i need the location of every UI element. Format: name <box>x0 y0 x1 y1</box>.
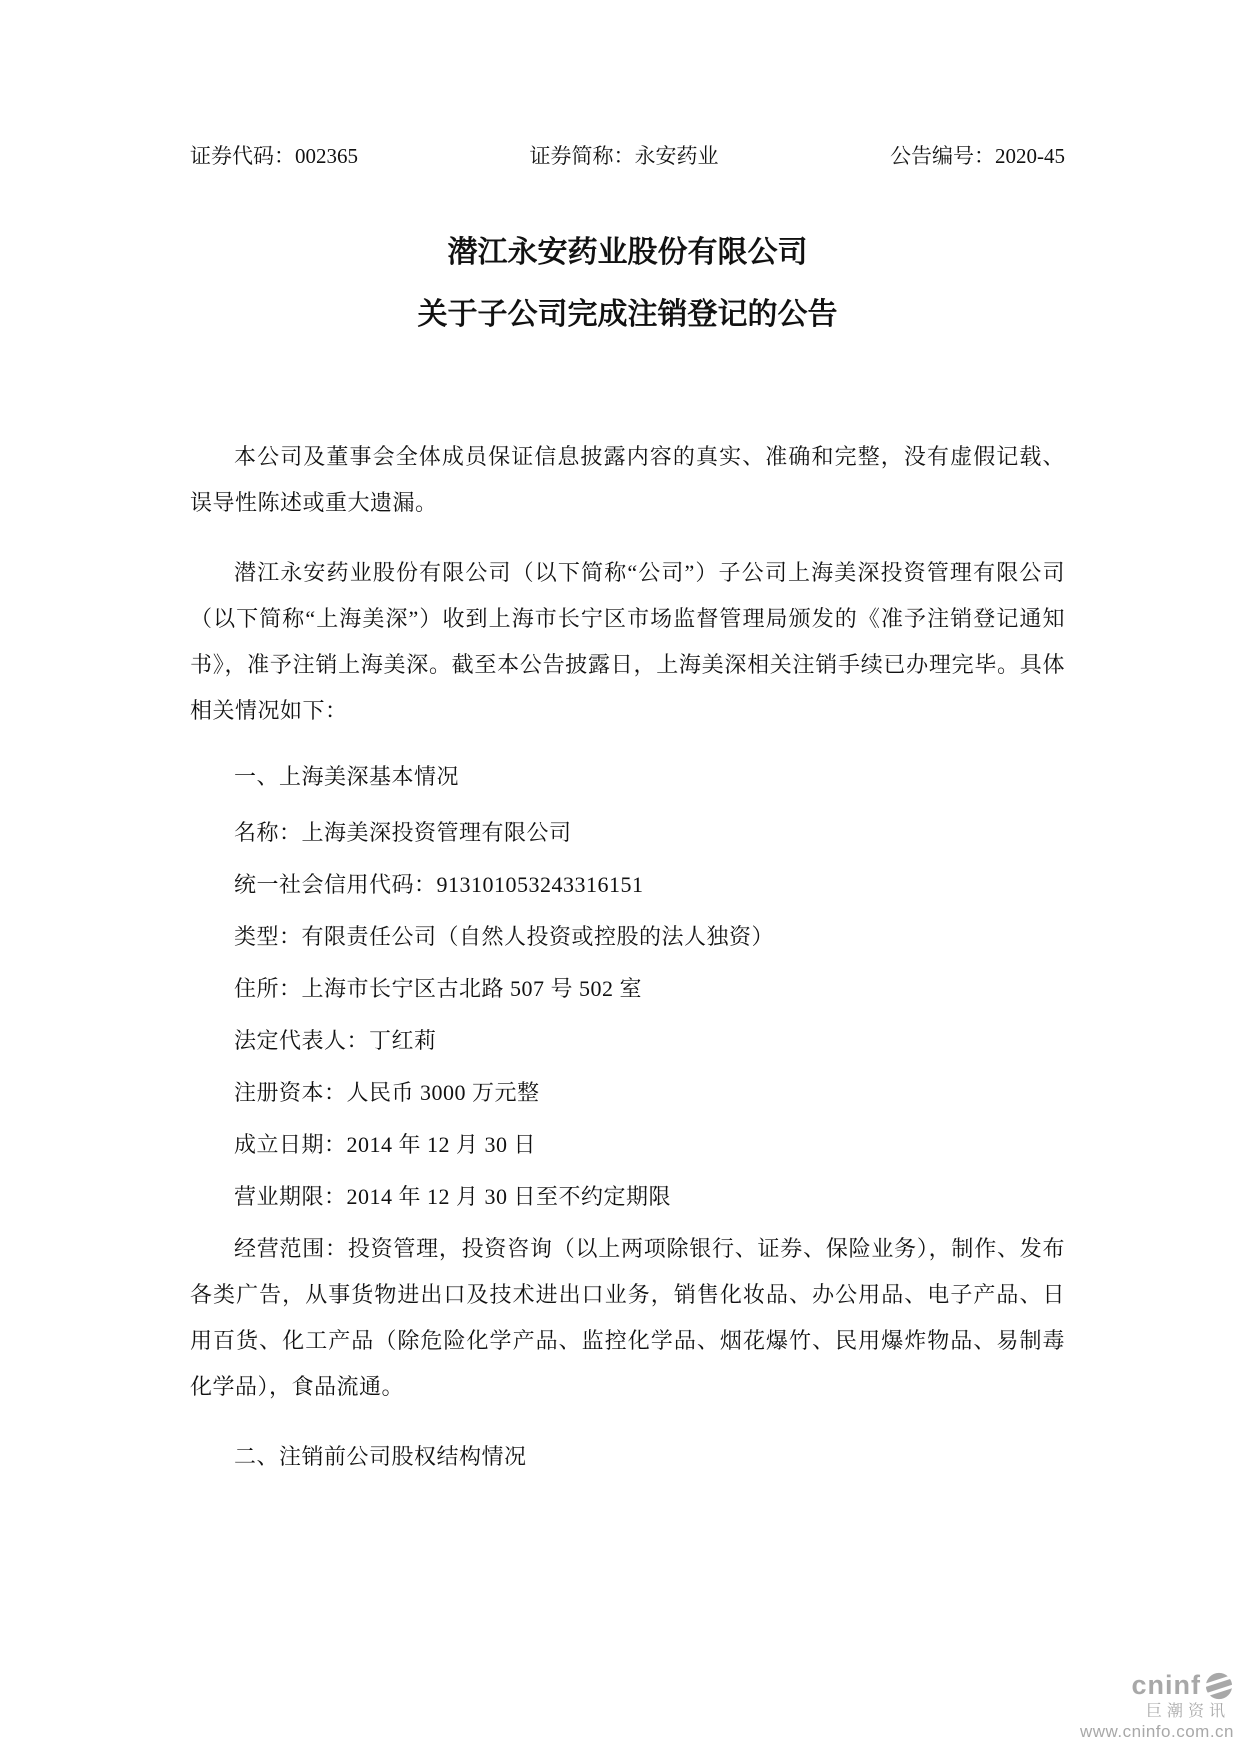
document-title <box>190 222 1065 346</box>
section1-items <box>190 810 1065 1410</box>
disclosure-statement: 本公司及董事会全体成员保证信息披露内容的真实、准确和完整，没有虚假记载、误导性陈述或重大遗漏。 <box>190 444 1065 515</box>
cninfo-logo-row <box>1080 1671 1234 1701</box>
item-registered-capital: 注册资本：人民币 3000 万元整 <box>234 1080 540 1105</box>
item-business-scope: 经营范围：投资管理，投资咨询（以上两项除银行、证券、保险业务），制作、发布各类广告，从事货物进出口及技术进出口业务，销售化妆品、办公用品、电子产品、日用百货、化工产品（除危险化学产品、监控化学品、烟花爆竹、民用爆炸物品、易制毒化学品），食品流通。 <box>190 1236 1065 1399</box>
item-company-type: 类型：有限责任公司（自然人投资或控股的法人独资） <box>234 924 775 949</box>
stock-abbr: 证券简称：永安药业 <box>529 144 719 168</box>
cninfo-brand-cn: 巨潮资讯 <box>1145 1702 1230 1720</box>
section2-heading: 二、注销前公司股权结构情况 <box>234 1444 527 1469</box>
cninfo-logo-text: cninf <box>1131 1669 1201 1700</box>
cninfo-watermark <box>1080 1671 1234 1742</box>
item-legal-representative: 法定代表人：丁红莉 <box>234 1028 437 1053</box>
item-business-term: 营业期限：2014 年 12 月 30 日至不约定期限 <box>234 1184 672 1209</box>
announcement-number: 公告编号：2020-45 <box>890 144 1065 168</box>
item-establish-date: 成立日期：2014 年 12 月 30 日 <box>234 1132 537 1157</box>
cninfo-url: www.cninfo.com.cn <box>1080 1722 1234 1742</box>
title-line-subject: 关于子公司完成注销登记的公告 <box>417 298 838 331</box>
stock-code: 证券代码：002365 <box>190 144 358 168</box>
document-header <box>190 0 1065 170</box>
item-name: 名称：上海美深投资管理有限公司 <box>234 820 572 845</box>
item-address: 住所：上海市长宁区古北路 507 号 502 室 <box>234 976 643 1001</box>
section1-heading: 一、上海美深基本情况 <box>234 764 460 789</box>
title-line-company: 潜江永安药业股份有限公司 <box>447 236 808 269</box>
cninfo-globe-icon <box>1204 1671 1234 1701</box>
intro-paragraph: 潜江永安药业股份有限公司（以下简称“公司”）子公司上海美深投资管理有限公司（以下简称“上海美深”）收到上海市长宁区市场监督管理局颁发的《准予注销登记通知书》，准予注销上海美深。截至本公告披露日，上海美深相关注销手续已办理完毕。具体相关情况如下： <box>190 560 1065 723</box>
item-credit-code: 统一社会信用代码：913101053243316151 <box>234 872 644 897</box>
document-content <box>190 0 1065 1486</box>
